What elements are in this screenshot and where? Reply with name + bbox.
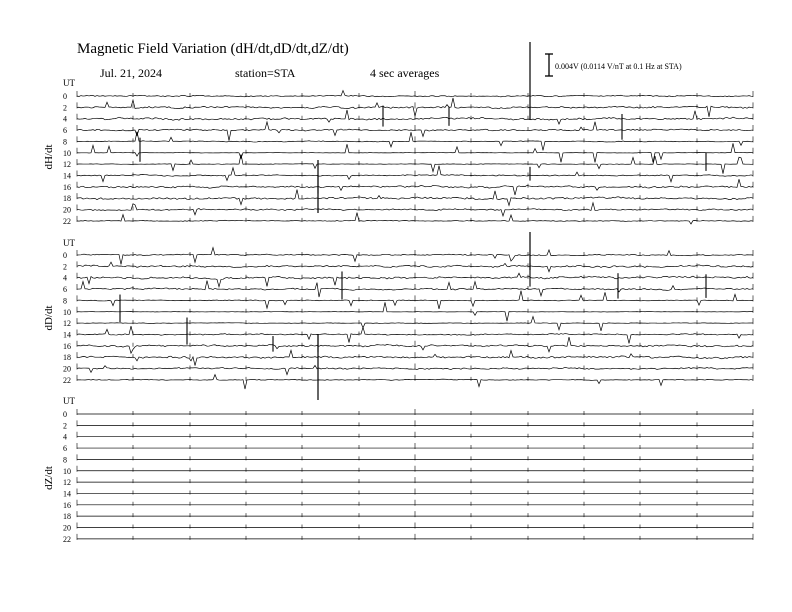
trace-label-4: 4 bbox=[63, 432, 67, 442]
trace-label-14: 14 bbox=[63, 489, 71, 499]
trace-label-2: 2 bbox=[63, 421, 67, 431]
trace-label-14: 14 bbox=[63, 330, 71, 340]
averaging-label: 4 sec averages bbox=[370, 66, 440, 80]
ut-label: UT bbox=[63, 396, 75, 406]
trace-label-22: 22 bbox=[63, 375, 71, 385]
trace-label-16: 16 bbox=[63, 182, 71, 192]
trace-label-10: 10 bbox=[63, 307, 71, 317]
trace-label-10: 10 bbox=[63, 148, 71, 158]
trace-label-10: 10 bbox=[63, 466, 71, 476]
trace-6 bbox=[77, 281, 753, 298]
trace-label-22: 22 bbox=[63, 534, 71, 544]
ut-label: UT bbox=[63, 238, 75, 248]
trace-label-20: 20 bbox=[63, 523, 71, 533]
trace-label-0: 0 bbox=[63, 410, 67, 419]
trace-label-8: 8 bbox=[63, 455, 67, 465]
scale-bar bbox=[545, 54, 553, 76]
panel-dd-dt bbox=[43, 238, 753, 389]
trace-label-6: 6 bbox=[63, 126, 67, 136]
trace-label-12: 12 bbox=[63, 319, 71, 329]
panel-dh-dt bbox=[43, 78, 753, 226]
trace-label-2: 2 bbox=[63, 262, 67, 272]
panels bbox=[43, 42, 753, 544]
station-label: station=STA bbox=[235, 66, 296, 80]
trace-label-6: 6 bbox=[63, 444, 67, 454]
scale-label: 0.004V (0.0114 V/nT at 0.1 Hz at STA) bbox=[555, 62, 682, 71]
trace-label-14: 14 bbox=[63, 171, 71, 181]
ut-label: UT bbox=[63, 78, 75, 88]
trace-label-16: 16 bbox=[63, 341, 71, 351]
trace-label-12: 12 bbox=[63, 160, 71, 170]
y-axis-label: dZ/dt bbox=[43, 466, 55, 490]
panel-dz-dt bbox=[43, 396, 753, 544]
trace-label-12: 12 bbox=[63, 478, 71, 488]
trace-label-20: 20 bbox=[63, 364, 71, 374]
trace-label-20: 20 bbox=[63, 205, 71, 215]
y-axis-label: dH/dt bbox=[43, 144, 55, 170]
trace-label-22: 22 bbox=[63, 216, 71, 226]
trace-label-18: 18 bbox=[63, 194, 71, 204]
chart-title: Magnetic Field Variation (dH/dt,dD/dt,dZ/dt) bbox=[77, 41, 349, 57]
trace-label-18: 18 bbox=[63, 512, 71, 522]
date-label: Jul. 21, 2024 bbox=[100, 66, 163, 80]
y-axis-label: dD/dt bbox=[43, 305, 55, 331]
trace-label-8: 8 bbox=[63, 137, 67, 147]
trace-label-16: 16 bbox=[63, 500, 71, 510]
trace-label-4: 4 bbox=[63, 114, 67, 124]
trace-label-8: 8 bbox=[63, 296, 67, 306]
trace-label-0: 0 bbox=[63, 92, 67, 101]
trace-label-4: 4 bbox=[63, 273, 67, 283]
trace-label-0: 0 bbox=[63, 251, 67, 260]
trace-label-18: 18 bbox=[63, 353, 71, 363]
trace-label-6: 6 bbox=[63, 285, 67, 295]
trace-label-2: 2 bbox=[63, 103, 67, 113]
